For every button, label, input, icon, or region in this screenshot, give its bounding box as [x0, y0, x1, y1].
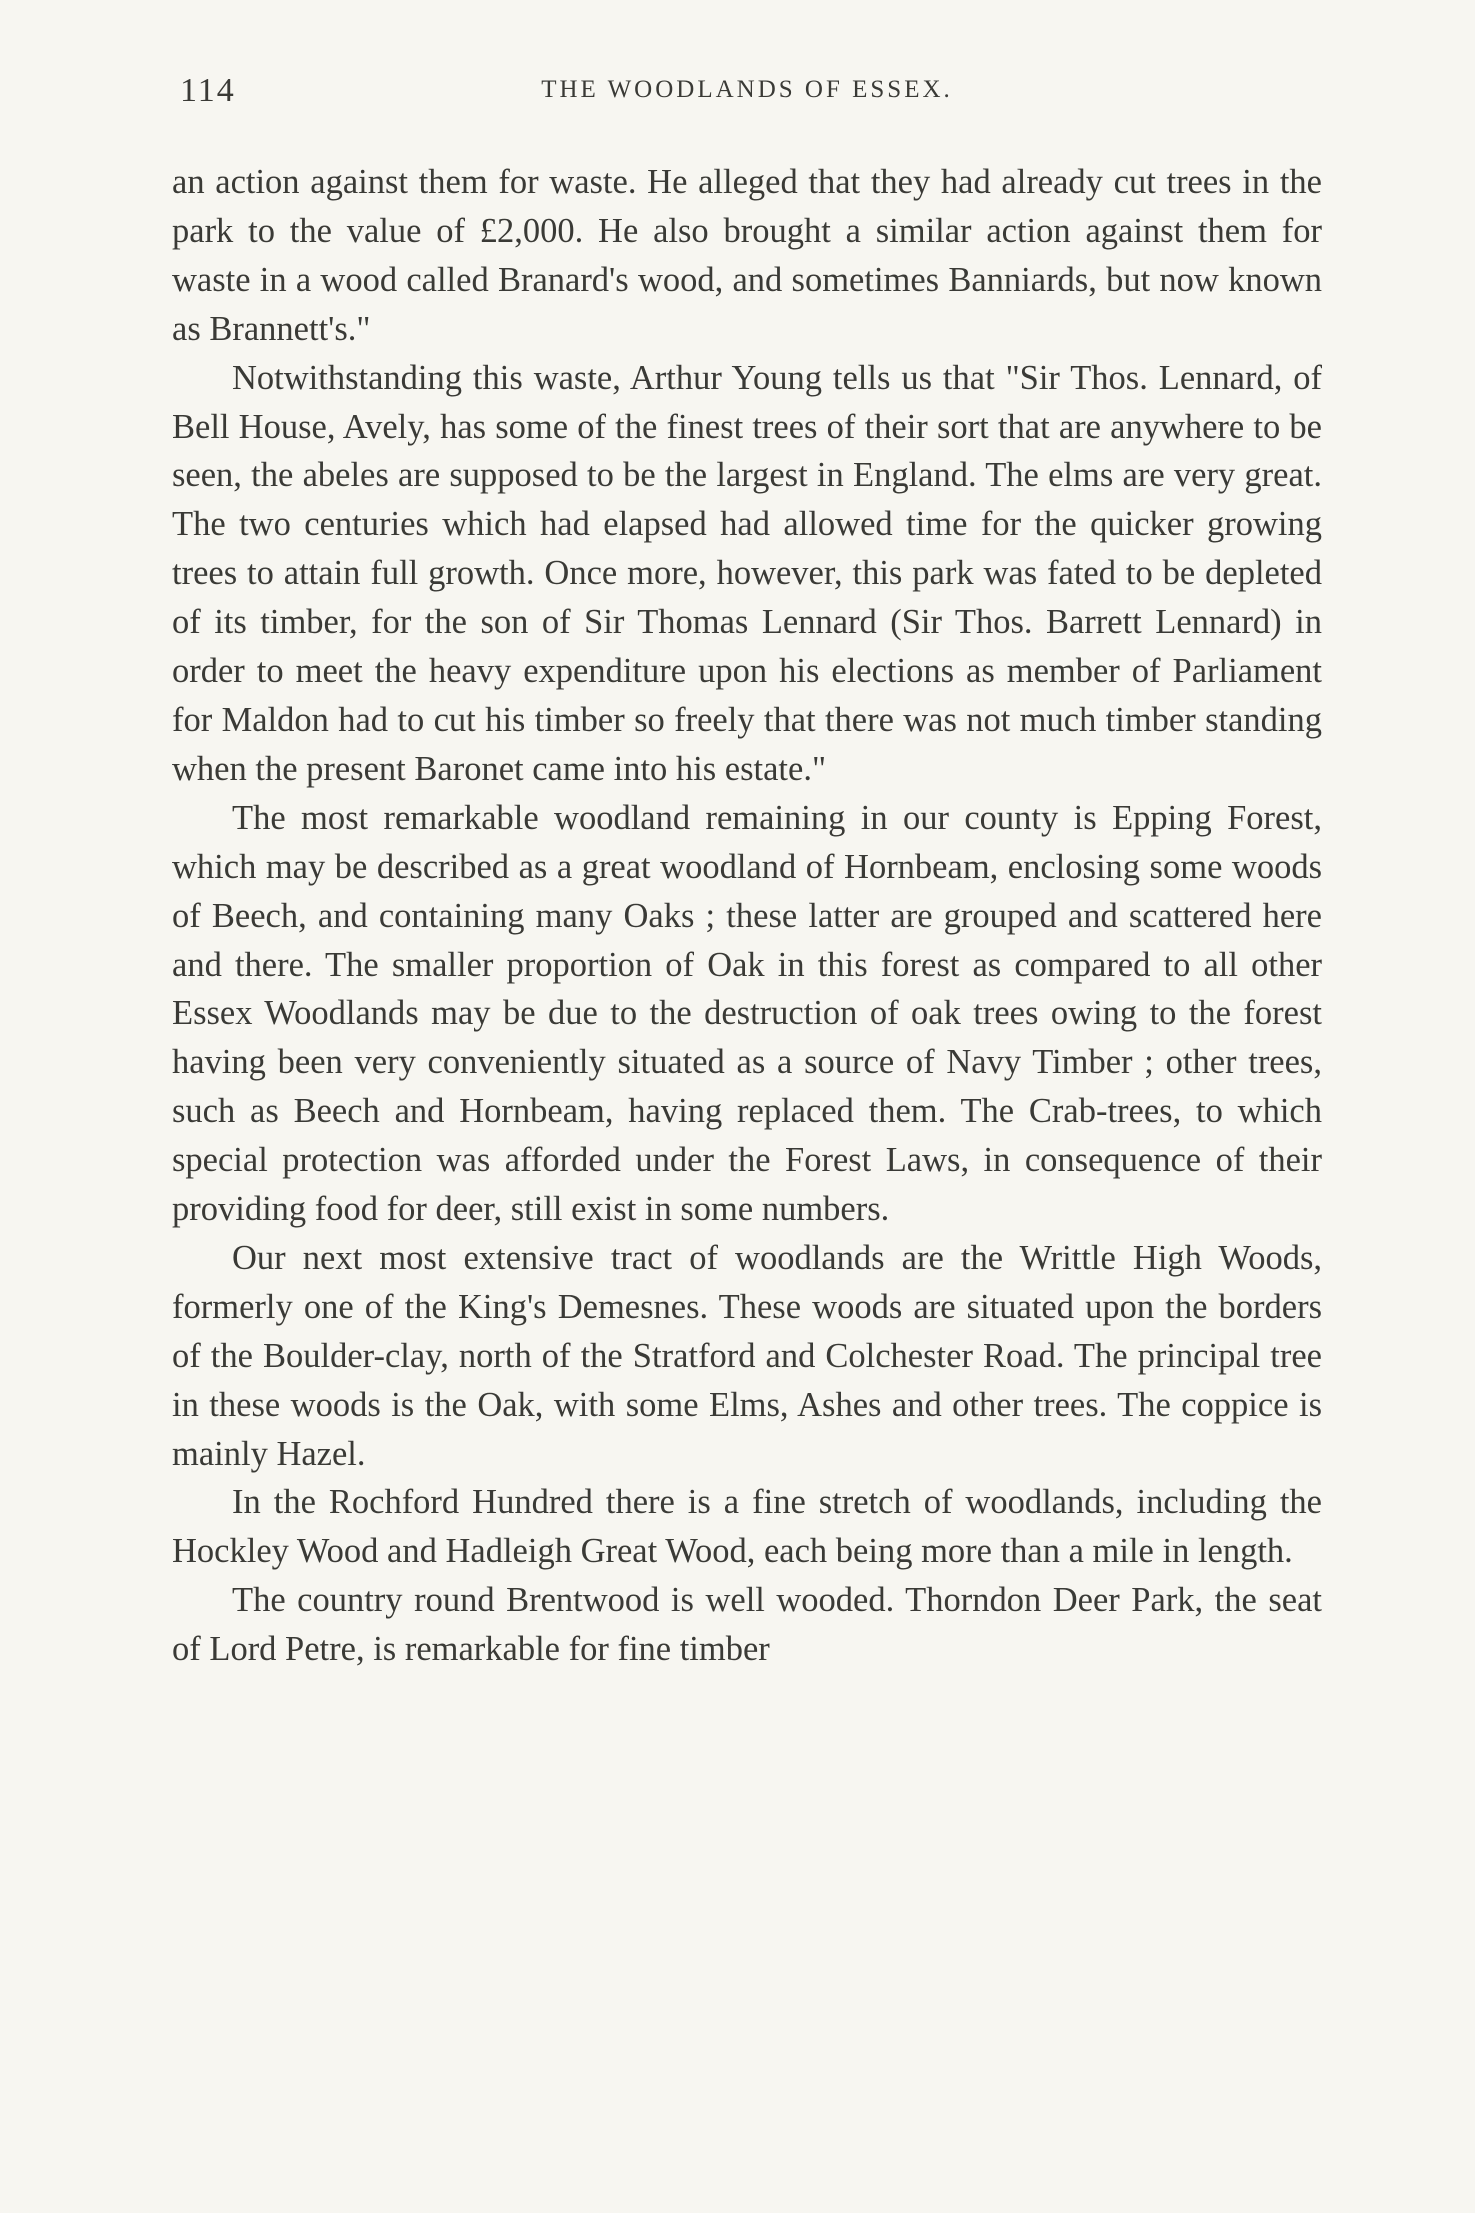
paragraph-continued: an action against them for waste. He alleged that they had already cut trees in the park to the value of £2,000. He also brought a similar action against them for waste in a wood called Branard's wood, and sometimes Banniards, but now known as Brannett's.": [172, 163, 1322, 348]
page-number: 114: [180, 72, 236, 109]
body-text: [172, 158, 1322, 1674]
paragraph-epping-forest: The most remarkable woodland remaining in our county is Epping Forest, which may be described as a great woodland of Hornbeam, enclosing some woods of Beech, and containing many Oaks ; these latter are grouped and scattered here and there. The smaller proportion of Oak in this forest as compared to all other Essex Woodlands may be due to the destruction of oak trees owing to the forest having been very conveniently situated as a source of Navy Timber ; other trees, such as Beech and Hornbeam, having replaced them. The Crab-trees, to which special protection was afforded under the Forest Laws, in consequence of their providing food for deer, still exist in some numbers.: [172, 798, 1322, 1229]
paragraph-writtle-woods: Our next most extensive tract of woodlands are the Writtle High Woods, formerly one of the King's Demesnes. These woods are situated upon the borders of the Boulder-clay, north of the Stratford and Colchester Road. The principal tree in these woods is the Oak, with some Elms, Ashes and other trees. The coppice is mainly Hazel.: [172, 1238, 1322, 1473]
paragraph-arthur-young: Notwithstanding this waste, Arthur Young tells us that "Sir Thos. Lennard, of Bell House, Avely, has some of the finest trees of their sort that are anywhere to be seen, the abeles are supposed to be the largest in England. The elms are very great. The two centuries which had elapsed had allowed time for the quicker growing trees to attain full growth. Once more, however, this park was fated to be depleted of its timber, for the son of Sir Thomas Lennard (Sir Thos. Barrett Lennard) in order to meet the heavy expenditure upon his elections as member of Parliament for Maldon had to cut his timber so freely that there was not much timber standing when the present Baronet came into his estate.": [172, 358, 1322, 788]
running-title: THE WOODLANDS OF ESSEX.: [541, 76, 953, 103]
paragraph-brentwood: The country round Brentwood is well wooded. Thorndon Deer Park, the seat of Lord Petre, is remarkable for fine timber: [172, 1581, 1322, 1669]
paragraph-rochford-hundred: In the Rochford Hundred there is a fine stretch of woodlands, including the Hockley Wood and Hadleigh Great Wood, each being more than a mile in length.: [172, 1483, 1322, 1571]
page-header: [172, 72, 1322, 122]
